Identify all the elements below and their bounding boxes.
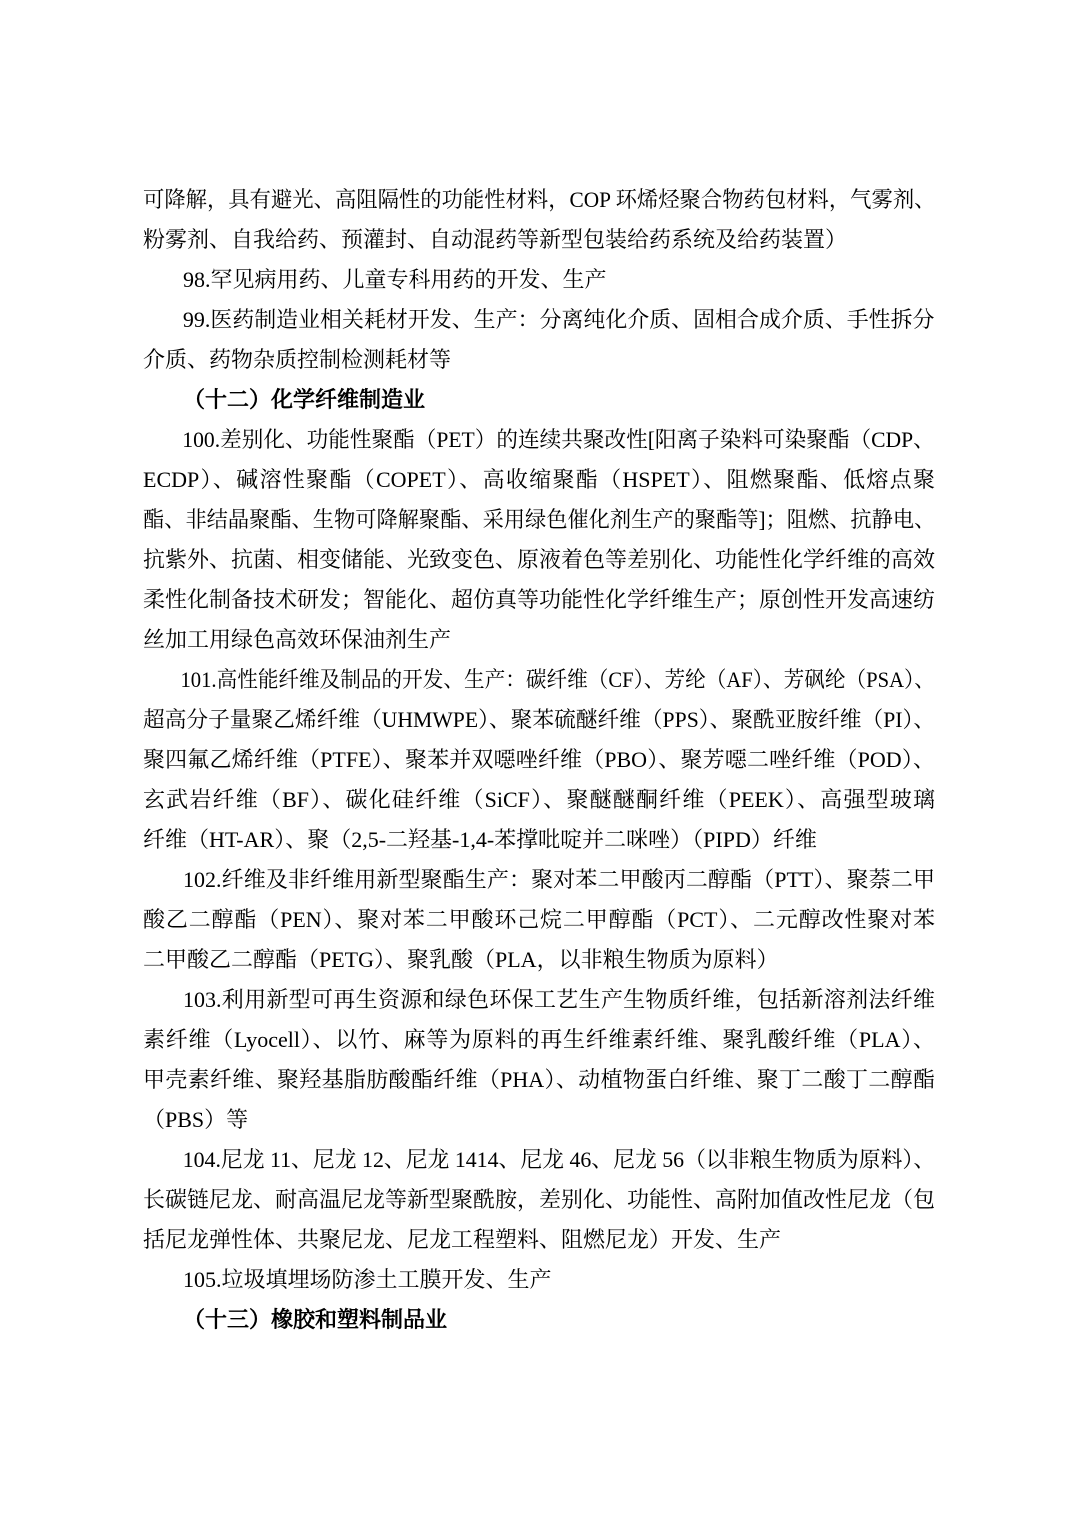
text-line: 介质、药物杂质控制检测耗材等 [143,347,452,372]
text-line: 103.利用新型可再生资源和绿色环保工艺生产生物质纤维，包括新溶剂法纤维 [183,987,935,1012]
text-line: 99.医药制造业相关耗材开发、生产：分离纯化介质、固相合成介质、手性拆分 [182,307,935,332]
text-line: 柔性化制备技术研发；智能化、超仿真等功能性化学纤维生产；原创性开发高速纺 [143,587,936,612]
text-line: 105.垃圾填埋场防渗土工膜开发、生产 [183,1267,552,1292]
text-line: 素纤维（Lyocell）、以竹、麻等为原料的再生纤维素纤维、聚乳酸纤维（PLA）、 [143,1027,935,1052]
text-line: 丝加工用绿色高效环保油剂生产 [143,627,452,652]
text-line: 超高分子量聚乙烯纤维（UHMWPE）、聚苯硫醚纤维（PPS）、聚酰亚胺纤维（PI）、 [143,707,936,732]
text-line: 长碳链尼龙、耐高温尼龙等新型聚酰胺，差别化、功能性、高附加值改性尼龙（包 [143,1187,936,1212]
text-line: 抗紫外、抗菌、相变储能、光致变色、原液着色等差别化、功能性化学纤维的高效 [143,547,936,572]
text-line: 104.尼龙 11、尼龙 12、尼龙 1414、尼龙 46、尼龙 56（以非粮生物质为原料）、 [182,1147,936,1172]
text-line: ECDP）、碱溶性聚酯（COPET）、高收缩聚酯（HSPET）、阻燃聚酯、低熔点聚 [143,467,935,492]
text-line: 101.高性能纤维及制品的开发、生产：碳纤维（CF）、芳纶（AF）、芳砜纶（PSA）、 [180,667,935,692]
text-line: 甲壳素纤维、聚羟基脂肪酸酯纤维（PHA）、动植物蛋白纤维、聚丁二酸丁二醇酯 [143,1067,935,1092]
text-line: 可降解，具有避光、高阻隔性的功能性材料，COP 环烯烃聚合物药包材料，气雾剂、 [143,187,936,212]
text-line: 100.差别化、功能性聚酯（PET）的连续共聚改性[阳离子染料可染聚酯（CDP、 [182,427,935,452]
text-line: 括尼龙弹性体、共聚尼龙、尼龙工程塑料、阻燃尼龙）开发、生产 [143,1227,782,1252]
document-body [143,180,935,1340]
text-line: 二甲酸乙二醇酯（PETG）、聚乳酸（PLA，以非粮生物质为原料） [143,947,779,972]
text-line: （PBS）等 [143,1107,249,1132]
text-line: 102.纤维及非纤维用新型聚酯生产：聚对苯二甲酸丙二醇酯（PTT）、聚萘二甲 [183,867,935,892]
text-line: 98.罕见病用药、儿童专科用药的开发、生产 [183,267,607,292]
section-heading: （十三）橡胶和塑料制品业 [183,1307,448,1332]
text-line: 玄武岩纤维（BF）、碳化硅纤维（SiCF）、聚醚醚酮纤维（PEEK）、高强型玻璃 [143,787,935,812]
text-line: 酸乙二醇酯（PEN）、聚对苯二甲酸环己烷二甲醇酯（PCT）、二元醇改性聚对苯 [143,907,935,932]
text-line: 聚四氟乙烯纤维（PTFE）、聚苯并双噁唑纤维（PBO）、聚芳噁二唑纤维（POD）、 [143,747,935,772]
text-line: 酯、非结晶聚酯、生物可降解聚酯、采用绿色催化剂生产的聚酯等]；阻燃、抗静电、 [143,507,936,532]
section-heading: （十二）化学纤维制造业 [183,387,426,412]
text-line: 纤维（HT-AR）、聚（2,5-二羟基-1,4-苯撑吡啶并二咪唑）（PIPD）纤维 [143,827,817,852]
text-line: 粉雾剂、自我给药、预灌封、自动混药等新型包装给药系统及给药装置） [143,227,848,252]
